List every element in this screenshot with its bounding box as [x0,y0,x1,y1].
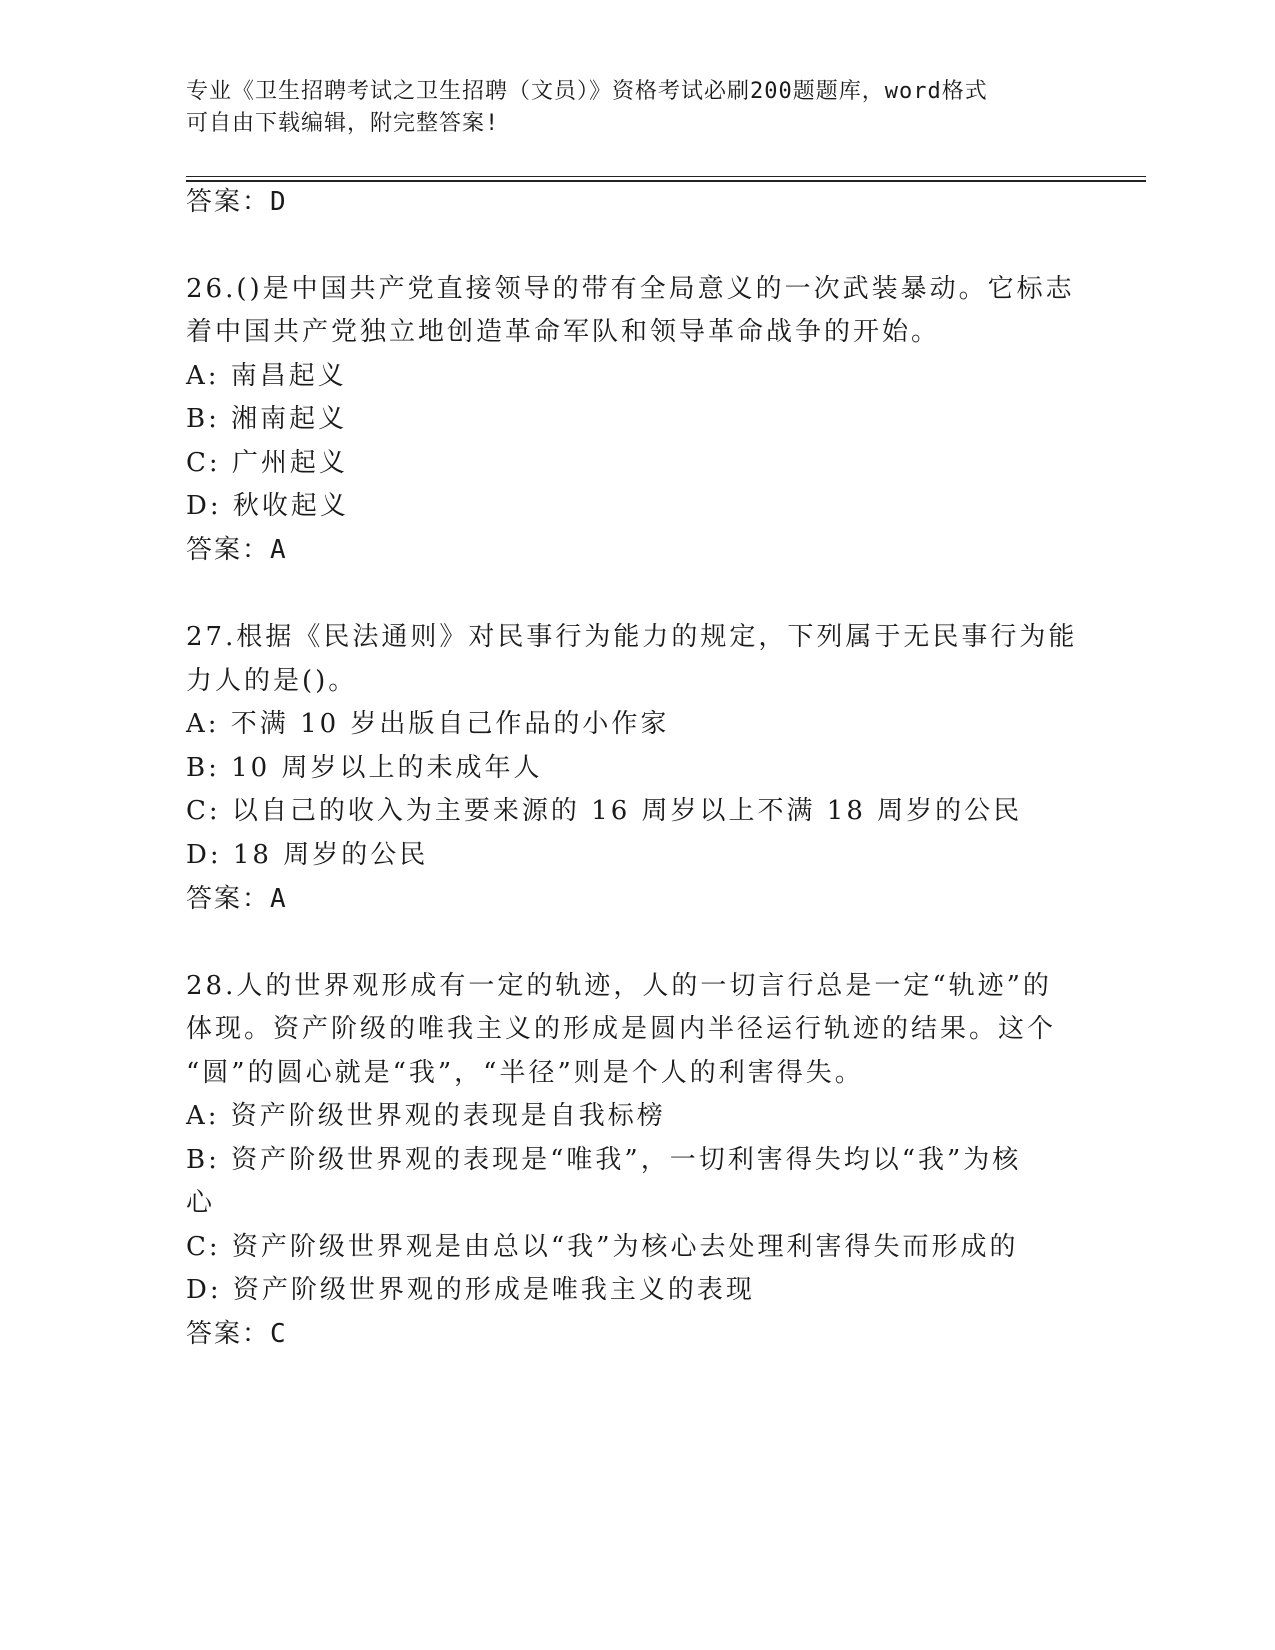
question-28-option-b-continued: 心 [186,1188,216,1218]
question-28-answer: 答案：C [186,1319,288,1349]
header-divider-thick [186,180,1146,182]
previous-answer: 答案：D [186,187,288,217]
question-28-option-b: B: 资产阶级世界观的表现是“唯我”，一切利害得失均以“我”为核 [186,1145,1022,1175]
question-28-option-c: C: 资产阶级世界观是由总以“我”为核心去处理利害得失而形成的 [186,1232,1019,1262]
question-28-stem-line-2: 体现。资产阶级的唯我主义的形成是圆内半径运行轨迹的结果。这个 [186,1014,1057,1044]
question-28-option-d: D: 资产阶级世界观的形成是唯我主义的表现 [186,1275,755,1305]
question-26-option-a: A: 南昌起义 [186,361,347,391]
question-27-option-c: C: 以自己的收入为主要来源的 16 周岁以上不满 18 周岁的公民 [186,796,1023,826]
question-27-option-b: B: 10 周岁以上的未成年人 [186,753,543,783]
question-27-answer: 答案：A [186,884,288,914]
header-divider-thin [186,176,1146,177]
question-27-stem-line-1: 27.根据《民法通则》对民事行为能力的规定，下列属于无民事行为能 [186,622,1078,652]
question-26-option-c: C: 广州起义 [186,448,348,478]
question-27-option-a: A: 不满 10 岁出版自己作品的小作家 [186,709,670,739]
question-26-stem-line-2: 着中国共产党独立地创造革命军队和领导革命战争的开始。 [186,317,941,347]
header-line-1: 专业《卫生招聘考试之卫生招聘（文员）》资格考试必刷200题题库，word格式 [186,79,988,104]
question-28-option-a: A: 资产阶级世界观的表现是自我标榜 [186,1101,666,1131]
question-26-answer: 答案：A [186,535,288,565]
question-28-stem-line-3: “圆”的圆心就是“我”，“半径”则是个人的利害得失。 [186,1058,864,1088]
question-26-option-b: B: 湘南起义 [186,404,348,434]
question-27-stem-line-2: 力人的是()。 [186,666,358,696]
question-26-stem-line-1: 26.()是中国共产党直接领导的带有全局意义的一次武装暴动。它标志 [186,274,1075,304]
header-line-2: 可自由下载编辑，附完整答案! [186,111,500,136]
page-header [186,76,1066,140]
question-26-option-d: D: 秋收起义 [186,491,349,521]
question-28-stem-line-1: 28.人的世界观形成有一定的轨迹，人的一切言行总是一定“轨迹”的 [186,971,1052,1001]
question-27-option-d: D: 18 周岁的公民 [186,840,429,870]
